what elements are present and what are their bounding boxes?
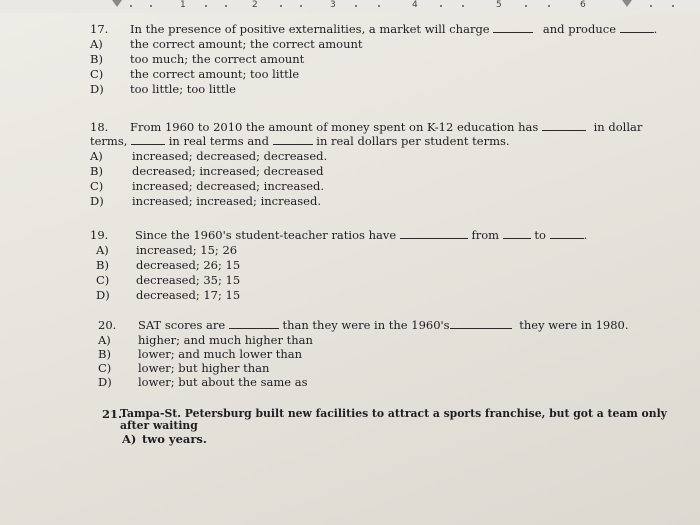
question-20-stem: SAT scores are than they were in the 1960's they were in 1980. (138, 318, 629, 332)
left-indent-marker[interactable] (112, 0, 122, 7)
option-letter: D) (90, 194, 104, 208)
question-21-number: 21. (102, 407, 123, 421)
option-text: lower; but about the same as (138, 375, 308, 389)
option-text: too little; too little (130, 82, 236, 96)
option-letter: C) (96, 273, 110, 287)
ruler-number-3: 3 (330, 0, 336, 10)
option-text: increased; increased; increased. (132, 194, 321, 208)
option-text: decreased; 17; 15 (136, 288, 241, 302)
option-text: decreased; increased; decreased (132, 164, 324, 178)
option-text: the correct amount; the correct amount (130, 37, 363, 51)
ruler-tick (300, 5, 302, 7)
option-text: increased; decreased; decreased. (132, 149, 328, 163)
option-letter: C) (98, 361, 112, 375)
option-letter: A) (96, 243, 109, 257)
answer-blank (620, 22, 654, 33)
option-letter: D) (96, 288, 110, 302)
ruler-tick (525, 5, 527, 7)
question-17-number: 17. (90, 22, 109, 36)
question-19-number: 19. (90, 228, 109, 242)
question-17-stem: In the presence of positive externalities, a market will charge and produce . (130, 22, 658, 36)
question-18-stem-line-1: From 1960 to 2010 the amount of money spent on K-12 education has in dollar (130, 120, 643, 134)
option-text: too much; the correct amount (130, 52, 305, 66)
option-text: decreased; 35; 15 (136, 273, 241, 287)
right-indent-marker[interactable] (622, 0, 632, 7)
option-text: increased; decreased; increased. (132, 179, 325, 193)
ruler-number-4: 4 (412, 0, 418, 10)
option-letter: B) (96, 258, 109, 272)
option-text: higher; and much higher than (138, 333, 313, 347)
option-letter: B) (98, 347, 111, 361)
option-letter: C) (90, 179, 104, 193)
option-letter: D) (98, 375, 112, 389)
ruler-number-5: 5 (496, 0, 502, 10)
question-19-stem: Since the 1960's student-teacher ratios have from to . (135, 228, 588, 242)
ruler-tick (650, 5, 652, 7)
ruler-tick (280, 5, 282, 7)
option-text: the correct amount; too little (130, 67, 300, 81)
option-letter: A) (90, 149, 103, 163)
option-text: decreased; 26; 15 (136, 258, 241, 272)
ruler-tick (548, 5, 550, 7)
ruler-tick (225, 5, 227, 7)
question-21-stem-line-2: after waiting (120, 419, 198, 432)
document-page[interactable] (0, 13, 700, 525)
option-letter: D) (90, 82, 104, 96)
ruler-tick (355, 5, 357, 7)
answer-blank (273, 134, 313, 145)
answer-blank (550, 228, 584, 239)
answer-blank (229, 318, 279, 329)
answer-blank (400, 228, 468, 239)
question-18-stem-line-2: terms, in real terms and in real dollars per student terms. (90, 134, 510, 148)
option-letter: B) (90, 164, 103, 178)
answer-blank (131, 134, 165, 145)
ruler-tick (205, 5, 207, 7)
answer-blank (503, 228, 531, 239)
option-text: two years. (142, 432, 207, 446)
ruler-tick (462, 5, 464, 7)
answer-blank (493, 22, 533, 33)
ruler-tick (440, 5, 442, 7)
question-21-stem-line-1: Tampa-St. Petersburg built new facilities to attract a sports franchise, but got a team only (120, 407, 667, 420)
option-text: increased; 15; 26 (136, 243, 238, 257)
ruler-number-2: 2 (252, 0, 258, 10)
option-letter: A) (98, 333, 111, 347)
ruler-number-1: 1 (180, 0, 186, 10)
question-18-number: 18. (90, 120, 109, 134)
ruler-tick (130, 5, 132, 7)
option-letter: A) (90, 37, 103, 51)
horizontal-ruler[interactable] (0, 0, 700, 14)
option-letter: B) (90, 52, 103, 66)
option-letter: A) (122, 432, 137, 446)
option-text: lower; but higher than (138, 361, 270, 375)
ruler-tick (672, 5, 674, 7)
answer-blank (450, 318, 512, 329)
option-text: lower; and much lower than (138, 347, 303, 361)
ruler-tick (150, 5, 152, 7)
question-20-number: 20. (98, 318, 117, 332)
ruler-number-6: 6 (580, 0, 586, 10)
ruler-tick (378, 5, 380, 7)
answer-blank (542, 120, 586, 131)
option-letter: C) (90, 67, 104, 81)
